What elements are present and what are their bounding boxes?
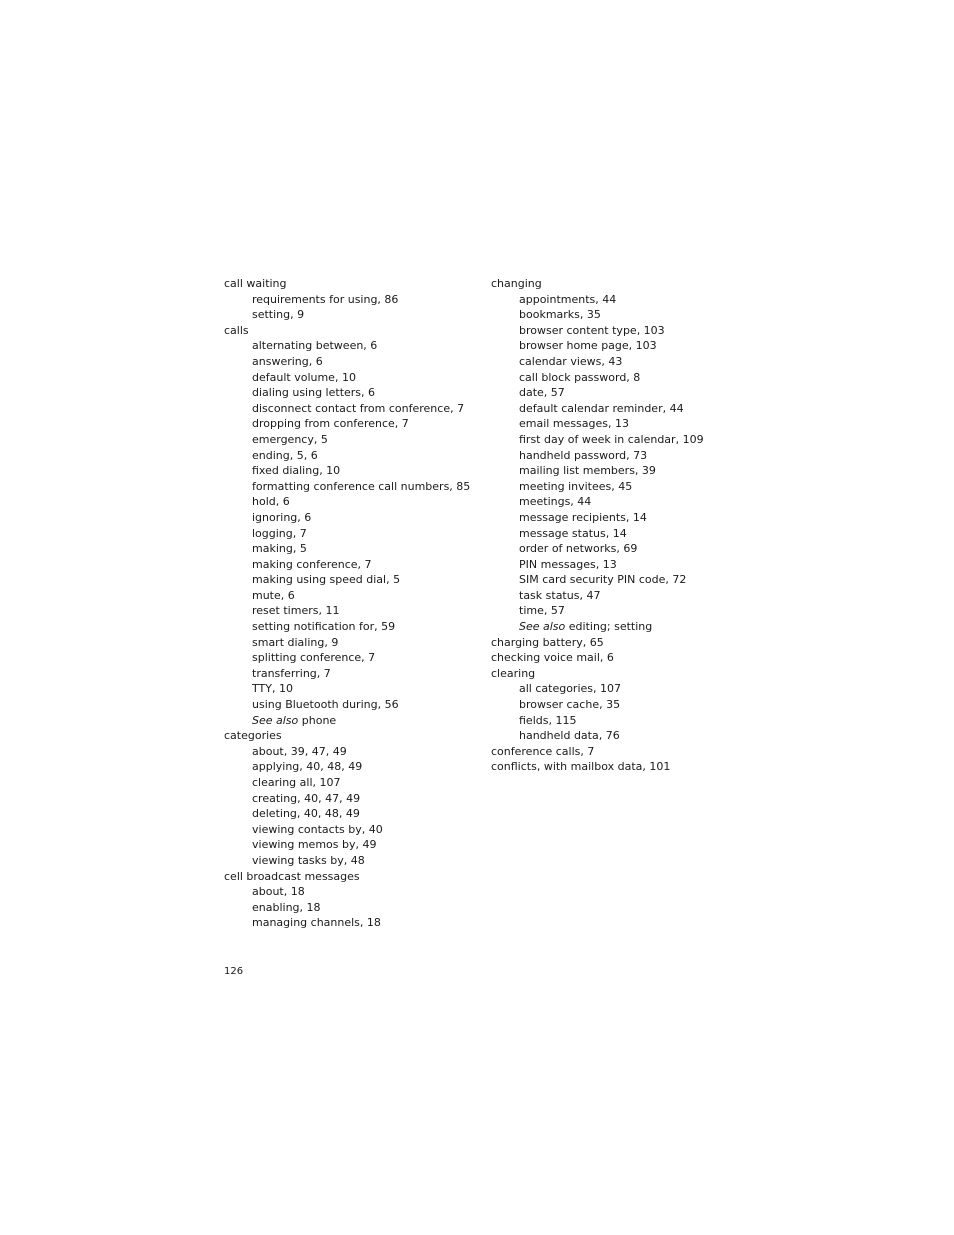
index-subentry: clearing all, 107 <box>252 776 341 789</box>
index-subentry: browser cache, 35 <box>519 698 621 712</box>
index-subentry: fields, 115 <box>519 713 577 727</box>
index-subentry <box>491 619 741 635</box>
index-column-right <box>491 276 741 775</box>
index-subentry: bookmarks, 35 <box>519 308 601 322</box>
index-entry: clearing <box>491 666 536 680</box>
index-subentry: all categories, 107 <box>519 682 621 696</box>
index-subentry: email messages, 13 <box>519 417 629 431</box>
index-subentry: using Bluetooth during, 56 <box>252 698 399 712</box>
index-entry: conference calls, 7 <box>491 744 595 758</box>
index-subentry: PIN messages, 13 <box>519 557 617 571</box>
index-subentry: viewing tasks by, 48 <box>252 853 365 867</box>
index-subentry: fixed dialing, 10 <box>252 464 341 478</box>
index-subentry: call block password, 8 <box>519 370 641 384</box>
index-subentry: applying, 40, 48, 49 <box>252 760 363 774</box>
index-subentry: requirements for using, 86 <box>252 292 399 306</box>
page-number: 126 <box>224 966 244 977</box>
index-entry: calls <box>224 323 249 337</box>
index-subentry: splitting conference, 7 <box>252 651 376 665</box>
index-subentry: logging, 7 <box>252 526 307 540</box>
index-subentry: making conference, 7 <box>252 557 372 571</box>
index-subentry: creating, 40, 47, 49 <box>252 791 361 805</box>
index-subentry: appointments, 44 <box>519 292 617 306</box>
index-subentry: hold, 6 <box>252 495 290 509</box>
index-subentry: answering, 6 <box>252 354 323 368</box>
index-subentry: deleting, 40, 48, 49 <box>252 807 360 821</box>
index-subentry: alternating between, 6 <box>252 339 378 353</box>
index-subentry: dropping from conference, 7 <box>252 417 409 431</box>
index-subentry: default calendar reminder, 44 <box>519 401 684 415</box>
index-subentry: message recipients, 14 <box>519 510 647 524</box>
index-subentry <box>224 713 474 729</box>
index-subentry: reset timers, 11 <box>252 604 340 618</box>
index-subentry: date, 57 <box>519 386 565 400</box>
index-subentry: mailing list members, 39 <box>519 464 656 478</box>
index-subentry: smart dialing, 9 <box>252 635 339 649</box>
index-entry: call waiting <box>224 277 287 290</box>
index-subentry: SIM card security PIN code, 72 <box>519 573 687 587</box>
index-subentry: default volume, 10 <box>252 370 356 384</box>
see-also-target: editing; setting <box>565 620 653 634</box>
index-subentry: setting notification for, 59 <box>252 620 396 634</box>
index-subentry: handheld password, 73 <box>519 448 648 462</box>
index-subentry: meeting invitees, 45 <box>519 479 633 493</box>
index-subentry: first day of week in calendar, 109 <box>519 432 704 446</box>
index-subentry: order of networks, 69 <box>519 542 638 556</box>
index-subentry: ignoring, 6 <box>252 510 312 524</box>
index-subentry: setting, 9 <box>252 308 305 322</box>
index-subentry: formatting conference call numbers, 85 <box>252 479 471 493</box>
index-entry: checking voice mail, 6 <box>491 651 614 665</box>
index-column-left <box>224 276 474 931</box>
index-subentry: time, 57 <box>519 604 565 618</box>
index-subentry: calendar views, 43 <box>519 354 623 368</box>
index-subentry: making using speed dial, 5 <box>252 573 401 587</box>
index-entry: categories <box>224 729 282 743</box>
see-also-label: See also <box>519 620 566 634</box>
index-subentry: viewing contacts by, 40 <box>252 822 383 836</box>
index-subentry: about, 39, 47, 49 <box>252 744 347 758</box>
index-entry: changing <box>491 277 542 290</box>
index-subentry: message status, 14 <box>519 526 627 540</box>
see-also-target: phone <box>298 713 337 727</box>
index-subentry: dialing using letters, 6 <box>252 386 376 400</box>
index-subentry: meetings, 44 <box>519 495 592 509</box>
index-subentry: about, 18 <box>252 885 305 899</box>
index-subentry: viewing memos by, 49 <box>252 838 377 852</box>
index-subentry: making, 5 <box>252 542 307 556</box>
index-subentry: browser content type, 103 <box>519 323 665 337</box>
index-subentry: mute, 6 <box>252 588 295 602</box>
index-subentry: browser home page, 103 <box>519 339 657 353</box>
index-subentry: enabling, 18 <box>252 900 321 914</box>
index-subentry: task status, 47 <box>519 588 601 602</box>
index-subentry: handheld data, 76 <box>519 729 620 743</box>
index-subentry: managing channels, 18 <box>252 916 381 930</box>
index-subentry: transferring, 7 <box>252 666 331 680</box>
index-subentry: ending, 5, 6 <box>252 448 318 462</box>
index-entry: cell broadcast messages <box>224 869 360 883</box>
index-entry: conflicts, with mailbox data, 101 <box>491 760 671 774</box>
index-subentry: emergency, 5 <box>252 432 328 446</box>
index-entry: charging battery, 65 <box>491 635 604 649</box>
index-subentry: disconnect contact from conference, 7 <box>252 401 465 415</box>
see-also-label: See also <box>252 713 299 727</box>
index-subentry: TTY, 10 <box>252 682 293 696</box>
